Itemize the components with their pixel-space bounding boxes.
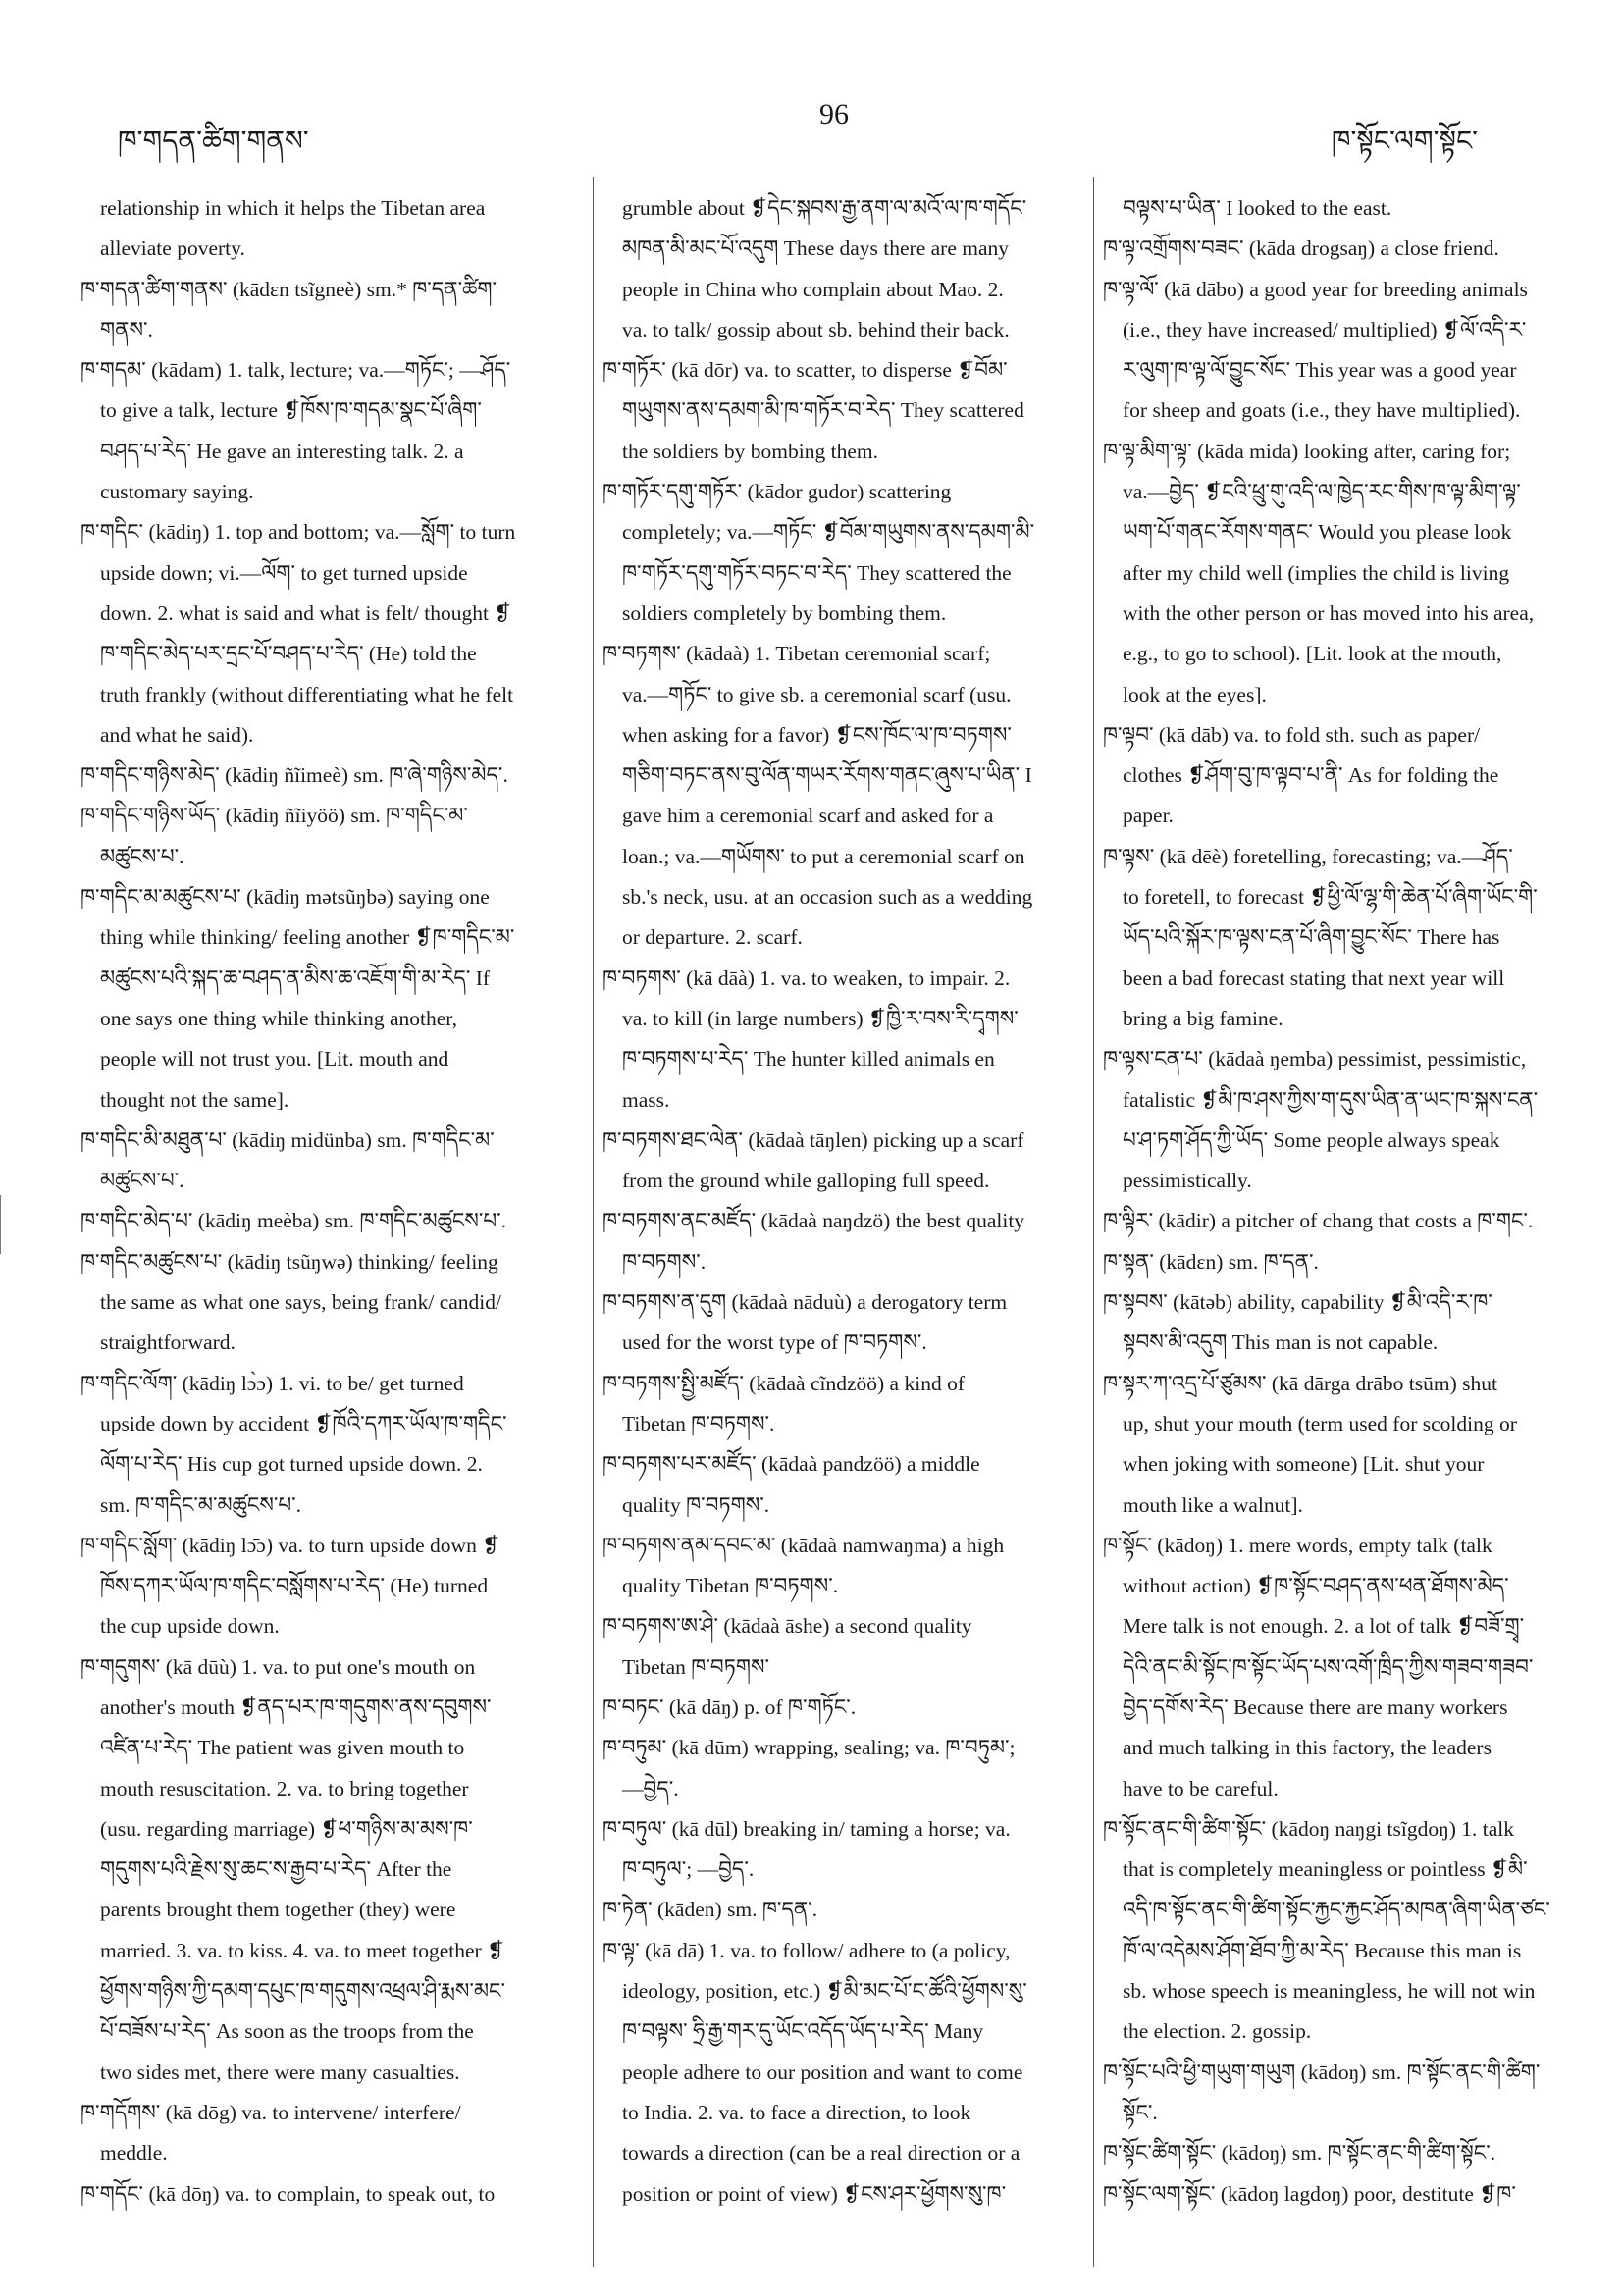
entry-headword-line: ཁ་བཏགས་ནང་མཛོད་ (kādaà naŋdzö) the best quality [602, 1209, 1025, 1233]
entry-headword-line: ཁ་སྟར་ཀ་འདྲ་པོ་ཙུམས་ (kā dārga drābo tsūm) shut [1103, 1371, 1497, 1395]
entry-headword-line: ཁ་ལྟ་ལོ་ (kā dābo) a good year for breeding animals [1103, 277, 1528, 301]
entry-headword-line: ཁ་ལྟས་ངན་པ་ (kādaà ŋemba) pessimist, pessimistic, [1103, 1047, 1527, 1071]
entry-text-line: down. 2. what is said and what is felt/ thought ❡ [100, 600, 512, 625]
entry-text-line: མཚུངས་པའི་སྐད་ཆ་བཤད་ན་མིས་ཆ་འཇོག་གི་མ་རེད་ If [100, 965, 491, 990]
entry-text-line: loan.; va.—གཡོགས་ to put a ceremonial scarf on [622, 844, 1025, 868]
entry-text-line: quality ཁ་བཏགས་. [622, 1492, 770, 1517]
entry-headword-line: ཁ་གདིང་གཉིས་མེད་ (kādiŋ ñĩimeè) sm. ཁ་ཞེ་གཉིས་མེད་. [80, 763, 508, 788]
entry-text-line: བྱེད་དགོས་རེད་ Because there are many workers [1123, 1695, 1508, 1719]
entry-headword-line: ཁ་གདིང་མི་མཐུན་པ་ (kādiŋ midünba) sm. ཁ་གདིང་མ་ [80, 1127, 495, 1152]
dictionary-column-1 [80, 188, 538, 2215]
entry-headword-line: ཁ་སྟོང་ནང་གི་ཚིག་སྟོང་ (kādoŋ naŋgi tsĩgdoŋ) 1. talk [1103, 1816, 1514, 1841]
entry-text-line: pessimistically. [1123, 1169, 1252, 1193]
entry-text-line: soldiers completely by bombing them. [622, 600, 947, 625]
entry-headword-line: ཁ་བཏགས་ན་དུག (kādaà nāduù) a derogatory term [602, 1290, 1008, 1315]
entry-text-line: to give a talk, lecture ❡ཁོས་ཁ་གདམ་སྣང་པོ་ཞིག་ [100, 398, 482, 423]
entry-text-line: people will not trust you. [Lit. mouth and [100, 1047, 449, 1071]
entry-text-line: va.—གཏོང་ to give sb. a ceremonial scarf (usu. [622, 682, 1012, 706]
entry-text-line: fatalistic ❡མི་ཁ་ཤས་ཀྱིས་ག་དུས་ཡིན་ན་ཡང་ཁ་སྐས་ངན་ [1123, 1087, 1539, 1112]
entry-text-line: after my child well (implies the child is living [1123, 560, 1510, 585]
entry-text-line: ཁོ་ལ་འདེམས་ཤོག་ཐོབ་ཀྱི་མ་རེད་ Because this man is [1123, 1938, 1522, 1962]
entry-text-line: —བྱེད་. [622, 1776, 679, 1800]
entry-text-line: position or point of view) ❡ངས་ཤར་ཕྱོགས་སུ་ཁ་ [622, 2181, 1007, 2206]
entry-headword-line: ཁ་བཏགས་ནམ་དབང་མ་ (kādaà namwaŋma) a high [602, 1533, 1005, 1557]
entry-text-line: (i.e., they have increased/ multiplied) ❡ལོ་འདི་ར་ [1123, 317, 1527, 341]
entry-text-line: Tibetan ཁ་བཏགས་. [622, 1411, 775, 1435]
entry-text-line: customary saying. [100, 480, 254, 504]
running-head-right: ཁ་སྟོང་ལག་སྟོང་ [1331, 125, 1478, 157]
entry-text-line: ཡག་པོ་གནང་རོགས་གནང་ Would you please look [1123, 520, 1512, 545]
entry-text-line: the election. 2. gossip. [1123, 2019, 1312, 2044]
entry-headword-line: ཁ་བཏགས་ཐང་ལེན་ (kādaà tāŋlen) picking up a scarf [602, 1127, 1024, 1152]
entry-text-line: relationship in which it helps the Tibetan area [100, 196, 486, 220]
entry-text-line: མཁན་མི་མང་པོ་འདུག These days there are many [622, 236, 1010, 261]
entry-text-line: paper. [1123, 804, 1174, 828]
entry-text-line: with the other person or has moved into his area, [1123, 600, 1535, 625]
entry-text-line: when asking for a favor) ❡ངས་ཁོང་ལ་ཁ་བཏགས་ [622, 722, 1012, 747]
entry-headword-line: ཁ་སྟོང་ལག་སྟོང་ (kādoŋ lagdoŋ) poor, destitute ❡ཁ་ [1103, 2181, 1516, 2206]
entry-text-line: ཕྱོགས་གཉིས་ཀྱི་དམག་དཔུང་ཁ་གདུགས་འཕྲལ་ཤི་རྨས་མང་ [100, 1979, 505, 2004]
entry-text-line: ཁ་བལྟས་ ཧྲི་རྒྱ་གར་དུ་ཡོང་འདོད་ཡོད་པ་རེད་ Many [622, 2019, 984, 2044]
entry-text-line: བལྟས་པ་ཡིན་ I looked to the east. [1123, 196, 1392, 220]
entry-headword-line: ཁ་བཏུལ་ (kā dūl) breaking in/ taming a horse; va. [602, 1816, 1011, 1841]
entry-text-line: གཅིག་བཏང་ནས་བུ་ལོན་གཡར་རོགས་གནང་ཞུས་པ་ཡིན་ I [622, 763, 1032, 788]
entry-headword-line: ཁ་གཏོར་ (kā dōr) va. to scatter, to disperse ❡བོམ་ [602, 358, 1008, 383]
entry-text-line: bring a big famine. [1123, 1006, 1283, 1030]
column-divider [593, 177, 594, 2267]
entry-text-line: གདུགས་པའི་རྗེས་སུ་ཆང་ས་རྒྱབ་པ་རེད་ After the [100, 1857, 452, 1882]
entry-text-line: been a bad forecast stating that next year will [1123, 965, 1505, 990]
entry-text-line: ཁ་གཏོར་དགུ་གཏོར་བཏང་བ་རེད་ They scattered the [622, 560, 1012, 585]
entry-headword-line: ཁ་བཏུམ་ (kā dūm) wrapping, sealing; va. ཁ་བཏུམ་; [602, 1736, 1016, 1760]
entry-text-line: va. to talk/ gossip about sb. behind their back. [622, 317, 1010, 341]
entry-text-line: thing while thinking/ feeling another ❡ཁ་གདིང་མ་ [100, 925, 515, 950]
entry-text-line: va. to kill (in large numbers) ❡ཁྱི་ར་བས་རི་དྭགས་ [622, 1006, 1019, 1030]
entry-text-line: upside down by accident ❡ཁོའི་དཀར་ཡོལ་ཁ་གདིང་ [100, 1411, 507, 1435]
entry-text-line: ལོག་པ་རེད་ His cup got turned upside down. 2. [100, 1452, 483, 1477]
entry-text-line: look at the eyes]. [1123, 682, 1267, 706]
page-number: 96 [819, 98, 849, 130]
entry-text-line: Mere talk is not enough. 2. a lot of talk ❡བཟོ་གྲྭ་ [1123, 1614, 1525, 1639]
entry-text-line: མཚུངས་པ་. [100, 844, 184, 868]
entry-text-line: people in China who complain about Mao. 2. [622, 277, 1004, 301]
dictionary-column-2 [602, 188, 1060, 2215]
entry-text-line: འདི་ཁ་སྟོང་ནང་གི་ཚིག་སྟོང་རྐྱང་རྐྱང་ཤོད་མཁན་ཞིག་ཡིན་ཙང་ [1123, 1898, 1550, 1922]
entry-text-line: པོ་བཟོས་པ་རེད་ As soon as the troops from the [100, 2019, 474, 2044]
entry-text-line: e.g., to go to school). [Lit. look at the mouth, [1123, 642, 1502, 666]
entry-text-line: completely; va.—གཏོང་ ❡བོམ་གཡུགས་ནས་དམག་མི་ [622, 520, 1035, 545]
entry-headword-line: ཁ་སྟོང་པའི་ཕྱི་གཡུག་གཡུག (kādoŋ) sm. ཁ་སྟོང་ནང་གི་ཚིག་ [1103, 2060, 1541, 2084]
entry-text-line: སྟབས་མི་འདུག This man is not capable. [1123, 1331, 1439, 1355]
entry-text-line: thought not the same]. [100, 1087, 289, 1112]
entry-text-line: quality Tibetan ཁ་བཏགས་. [622, 1574, 839, 1598]
entry-text-line: another's mouth ❡ནད་པར་ཁ་གདུགས་ནས་དབུགས་ [100, 1695, 492, 1719]
entry-text-line: to India. 2. va. to face a direction, to look [622, 2100, 971, 2124]
entry-text-line: མཚུངས་པ་. [100, 1169, 184, 1193]
entry-text-line: va.—བྱེད་ ❡ངའི་ཕྲུ་གུ་འདི་ལ་ཁྱེད་རང་གིས་ཁ་ལྟ་མིག་ལྟ་ [1123, 480, 1521, 504]
entry-text-line: have to be careful. [1123, 1776, 1279, 1800]
entry-headword-line: ཁ་ལྟིར་ (kādir) a pitcher of chang that costs a ཁ་གང་. [1103, 1209, 1534, 1233]
entry-text-line: གནས་. [100, 317, 153, 341]
entry-text-line: sb. whose speech is meaningless, he will not win [1123, 1979, 1536, 2004]
entry-text-line: truth frankly (without differentiating what he felt [100, 682, 514, 706]
entry-headword-line: ཁ་བཏང་ (kā dāŋ) p. of ཁ་གཏོང་. [602, 1695, 857, 1719]
entry-text-line: used for the worst type of ཁ་བཏགས་. [622, 1331, 927, 1355]
entry-text-line: when joking with someone) [Lit. shut your [1123, 1452, 1485, 1477]
entry-text-line: and much talking in this factory, the leaders [1123, 1736, 1492, 1760]
entry-text-line: gave him a ceremonial scarf and asked for a [622, 804, 994, 828]
entry-headword-line: ཁ་གདིང་མཚུངས་པ་ (kādiŋ tsũŋwə) thinking/ feeling [80, 1249, 498, 1274]
entry-headword-line: ཁ་ལྟ་ (kā dā) 1. va. to follow/ adhere to (a policy, [602, 1938, 1011, 1962]
entry-text-line: or departure. 2. scarf. [622, 925, 803, 950]
entry-headword-line: ཁ་གདིང་སློག་ (kādiŋ lɔ̄ɔ) va. to turn upside down ❡ [80, 1533, 500, 1557]
entry-text-line: that is completely meaningless or pointless ❡མི་ [1123, 1857, 1528, 1882]
entry-text-line: (usu. regarding marriage) ❡ཕ་གཉིས་མ་མས་ཁ་ [100, 1816, 473, 1841]
entry-text-line: སྟོང་. [1123, 2100, 1158, 2124]
entry-text-line: mass. [622, 1087, 670, 1112]
entry-text-line: Tibetan ཁ་བཏགས་ [622, 1654, 770, 1679]
entry-text-line: grumble about ❡དེང་སྐབས་རྒྱ་ནག་ལ་མའོ་ལ་ཁ་གདོང་ [622, 196, 1027, 220]
entry-headword-line: ཁ་བཏགས་ཨ་ཤེ་ (kādaà āshe) a second quality [602, 1614, 972, 1639]
entry-headword-line: ཁ་ལྟ་འགྲོགས་བཟང་ (kāda drogsaŋ) a close friend. [1103, 236, 1499, 261]
running-head-left: ཁ་གདན་ཚིག་གནས་ [118, 125, 309, 157]
entry-text-line: ཁོས་དཀར་ཡོལ་ཁ་གདིང་བསློགས་པ་རེད་ (He) turned [100, 1574, 489, 1598]
entry-text-line: one says one thing while thinking another, [100, 1006, 457, 1030]
dictionary-column-3 [1103, 188, 1570, 2215]
entry-text-line: to foretell, to forecast ❡ཕྱི་ལོ་ལྷ་གི་ཆེན་པོ་ཞིག་ཡོང་གི་ [1123, 885, 1538, 910]
entry-headword-line: ཁ་སྟོང་ཚིག་སྟོང་ (kādoŋ) sm. ཁ་སྟོང་ནང་གི་ཚིག་སྟོང་. [1103, 2141, 1496, 2166]
entry-text-line: འཛིན་པ་རེད་ The patient was given mouth to [100, 1736, 465, 1760]
entry-text-line: without action) ❡ཁ་སྟོང་བཤད་ནས་ཕན་ཐོགས་མེད་ [1123, 1574, 1509, 1598]
entry-headword-line: ཁ་གདིང་ལོག་ (kādiŋ lɔ̀ɔ) 1. vi. to be/ get turned [80, 1371, 464, 1395]
entry-headword-line: ཁ་ལྟ་མིག་ལྟ་ (kāda mida) looking after, caring for; [1103, 439, 1511, 463]
entry-text-line: the same as what one says, being frank/ candid/ [100, 1290, 501, 1315]
entry-text-line: straightforward. [100, 1331, 236, 1355]
entry-text-line: sm. ཁ་གདིང་མ་མཚུངས་པ་. [100, 1492, 302, 1517]
entry-headword-line: ཁ་གདིང་གཉིས་ཡོད་ (kādiŋ ñĩiyöö) sm. ཁ་གདིང་མ་ [80, 804, 468, 828]
margin-mark [0, 1195, 5, 1254]
entry-text-line: ཁ་བཏགས་. [622, 1249, 707, 1274]
entry-headword-line: ཁ་གདིང་ (kādiŋ) 1. top and bottom; va.—སློག་ to turn [80, 520, 516, 545]
entry-headword-line: ཁ་སྟན་ (kādɛn) sm. ཁ་དན་. [1103, 1249, 1319, 1274]
entry-headword-line: ཁ་སྟོང་ (kādoŋ) 1. mere words, empty talk (talk [1103, 1533, 1492, 1557]
entry-text-line: mouth like a walnut]. [1123, 1492, 1303, 1517]
entry-headword-line: ཁ་གདམ་ (kādam) 1. talk, lecture; va.—གཏོང་; —ཤོད་ [80, 358, 511, 383]
entry-text-line: ཁ་བཏགས་པ་རེད་ The hunter killed animals en [622, 1047, 995, 1071]
entry-text-line: the cup upside down. [100, 1614, 280, 1639]
entry-text-line: two sides met, there were many casualties. [100, 2060, 460, 2084]
entry-text-line: married. 3. va. to kiss. 4. va. to meet together ❡ [100, 1938, 505, 1962]
entry-text-line: sb.'s neck, usu. at an occasion such as a wedding [622, 885, 1033, 910]
entry-text-line: upside down; vi.—ལོག་ to get turned upside [100, 560, 468, 585]
entry-text-line: towards a direction (can be a real direction or a [622, 2141, 1021, 2166]
entry-text-line: parents brought them together (they) were [100, 1898, 456, 1922]
entry-headword-line: ཁ་ལྟས་ (kā dēè) foretelling, forecasting; va.—ཤོད་ [1103, 844, 1513, 868]
entry-text-line: དེའི་ནང་མི་སྟོང་ཁ་སྟོང་ཡོད་པས་འགོ་ཁྲིད་ཀྱིས་གཟབ་གཟབ་ [1123, 1654, 1534, 1679]
entry-text-line: mouth resuscitation. 2. va. to bring together [100, 1776, 469, 1800]
entry-headword-line: ཁ་གདིང་མ་མཚུངས་པ་ (kādiŋ mətsũŋbə) saying one [80, 885, 490, 910]
entry-text-line: alleviate poverty. [100, 236, 245, 261]
entry-text-line: and what he said). [100, 722, 254, 747]
entry-text-line: ཁ་གདིང་མེད་པར་དྲང་པོ་བཤད་པ་རེད་ (He) told the [100, 642, 477, 666]
entry-headword-line: ཁ་བཏགས་ (kā dāà) 1. va. to weaken, to impair. 2. [602, 965, 1011, 990]
entry-headword-line: ཁ་གདོགས་ (kā dōg) va. to intervene/ interfere/ [80, 2100, 461, 2124]
entry-text-line: གཡུགས་ནས་དམག་མི་ཁ་གཏོར་བ་རེད་ They scattered [622, 398, 1024, 423]
entry-text-line: བཤད་པ་རེད་ He gave an interesting talk. 2. a [100, 439, 464, 463]
entry-text-line: meddle. [100, 2141, 168, 2166]
column-divider [1093, 177, 1094, 2267]
entry-text-line: པ་ཤ་ཏག་ཤོད་ཀྱི་ཡོད་ Some people always speak [1123, 1127, 1500, 1152]
entry-text-line: clothes ❡ཤོག་བུ་ཁ་ལྟབ་པ་ནི་ As for folding the [1123, 763, 1499, 788]
entry-text-line: ཡོད་པའི་སྐོར་ཁ་ལྟས་ངན་པོ་ཞིག་བྱུང་སོང་ There has [1123, 925, 1500, 950]
entry-text-line: for sheep and goats (i.e., they have multiplied). [1123, 398, 1521, 423]
entry-text-line: people adhere to our position and want to come [622, 2060, 1023, 2084]
entry-headword-line: ཁ་བཏགས་སྤྱི་མཛོད་ (kādaà cĩndzöö) a kind of [602, 1371, 965, 1395]
entry-headword-line: ཁ་གདིང་མེད་པ་ (kādiŋ meèba) sm. ཁ་གདིང་མཚུངས་པ་. [80, 1209, 507, 1233]
entry-headword-line: ཁ་བཏགས་པར་མཛོད་ (kādaà pandzöö) a middle [602, 1452, 980, 1477]
entry-headword-line: ཁ་གདུགས་ (kā dūù) 1. va. to put one's mouth on [80, 1654, 476, 1679]
entry-text-line: from the ground while galloping full speed. [622, 1169, 990, 1193]
entry-text-line: the soldiers by bombing them. [622, 439, 878, 463]
entry-headword-line: ཁ་གཏོར་དགུ་གཏོར་ (kādor gudor) scattering [602, 480, 952, 504]
entry-headword-line: ཁ་གདན་ཚིག་གནས་ (kādɛn tsĩgneè) sm.* ཁ་དན་ཚིག་ [80, 277, 497, 301]
entry-text-line: up, shut your mouth (term used for scolding or [1123, 1411, 1517, 1435]
entry-headword-line: ཁ་སྟབས་ (kātəb) ability, capability ❡མི་འདི་ར་ཁ་ [1103, 1290, 1492, 1315]
entry-text-line: ideology, position, etc.) ❡མི་མང་པོ་ང་ཚོའི་ཕྱོགས་སུ་ [622, 1979, 1027, 2004]
entry-headword-line: ཁ་ཏེན་ (kāden) sm. ཁ་དན་. [602, 1898, 818, 1922]
entry-headword-line: ཁ་གདོང་ (kā dōŋ) va. to complain, to speak out, to [80, 2181, 496, 2206]
entry-text-line: ཁ་བཏུལ་; —བྱེད་. [622, 1857, 755, 1882]
entry-headword-line: ཁ་ལྟབ་ (kā dāb) va. to fold sth. such as paper/ [1103, 722, 1481, 747]
entry-headword-line: ཁ་བཏགས་ (kādaà) 1. Tibetan ceremonial scarf; [602, 642, 991, 666]
entry-text-line: ར་ལུག་ཁ་ལྟ་ལོ་བྱུང་སོང་ This year was a good year [1123, 358, 1517, 383]
